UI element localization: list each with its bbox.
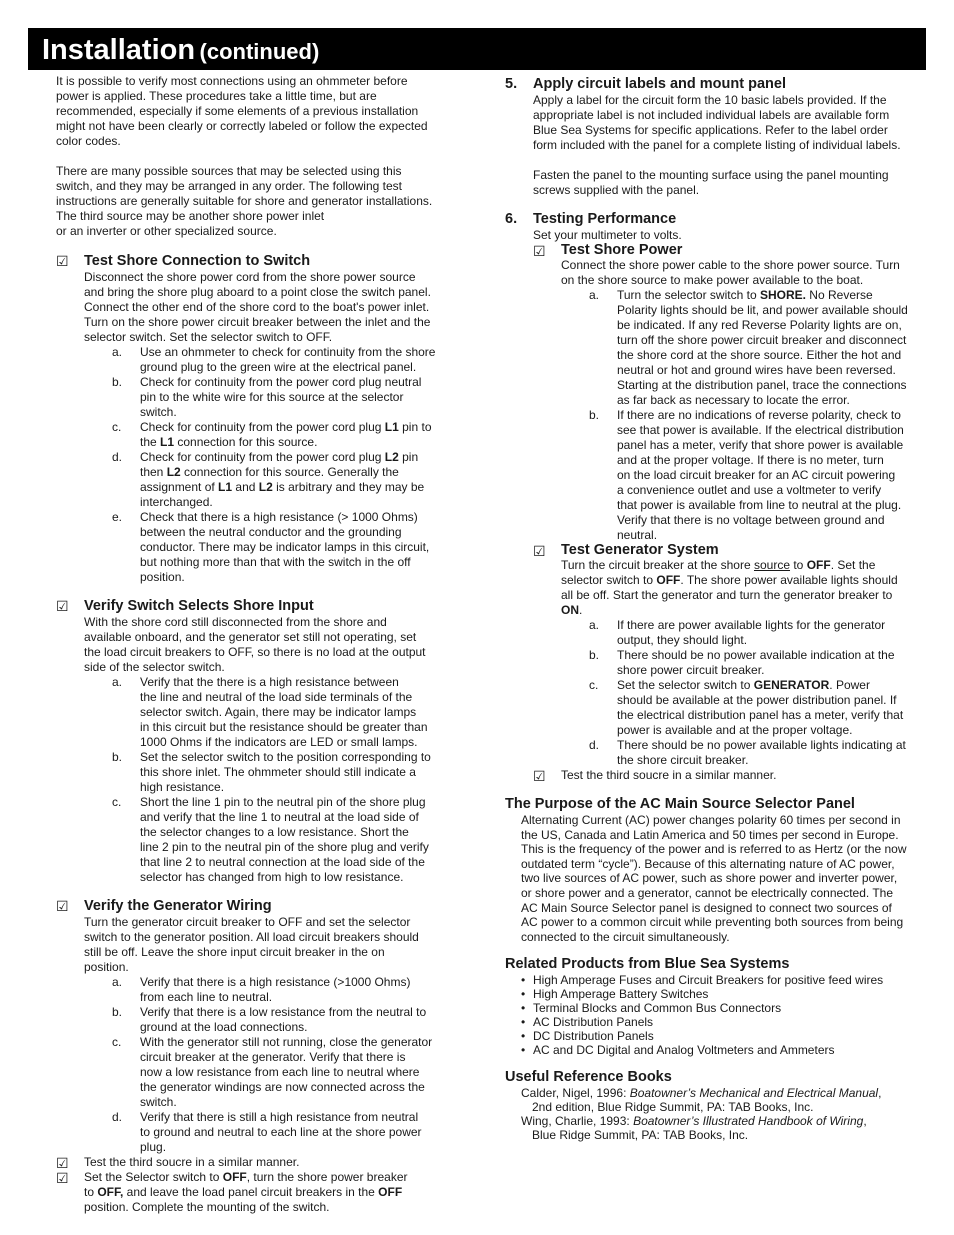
list-item: • High Amperage Battery Switches	[521, 987, 925, 1001]
item-label: c.	[112, 1035, 122, 1049]
item-label: a.	[589, 618, 600, 632]
item-label: a.	[112, 345, 123, 359]
section-intro: Set your multimeter to volts.	[533, 228, 682, 242]
item-label: a.	[589, 288, 600, 302]
list-item	[561, 648, 925, 678]
step-list	[561, 288, 925, 543]
list-item: • AC and DC Digital and Analog Voltmeters and Ammeters	[521, 1043, 925, 1057]
step-list	[561, 618, 925, 768]
item-text: Check for continuity from the power cord plug L2 pin then L2 connection for this source. Generally the assignment of L1 and L2 is arbitrary and they may be interchanged.	[140, 450, 425, 509]
item-label: e.	[112, 510, 123, 524]
item-text: Check that there is a high resistance (> 1000 Ohms) between the neutral conductor and the grounding conductor. There may be indicator lamps in this circuit, but nothing more than that with the switch in the off position.	[140, 510, 430, 584]
section-heading: Testing Performance	[533, 211, 677, 227]
left-column	[56, 74, 451, 1215]
section-heading: Useful Reference Books	[505, 1069, 672, 1086]
list-item: • DC Distribution Panels	[521, 1029, 925, 1043]
step-text: Test the third soucre in a similar manner.	[84, 1155, 300, 1169]
step-list	[84, 975, 451, 1155]
item-text: Check for continuity from the power cord plug neutral pin to the white wire for this source at the selector switch.	[140, 375, 422, 419]
list-item	[84, 975, 451, 1005]
item-label: c.	[112, 420, 122, 434]
section-body: With the shore cord still disconnected from the shore and available onboard, and the generator set still not operating, set the load circuit breakers to OFF, so there is no load at the output side of the selector switch.	[84, 615, 426, 674]
list-item: • AC Distribution Panels	[521, 1015, 925, 1029]
subsection-body: Connect the shore power cable to the shore power source. Turn on the shore source to make power available to the boat.	[561, 258, 900, 287]
list-item	[84, 345, 451, 375]
section-body: Apply a label for the circuit form the 10 basic labels provided. If the appropriate label is not included individual labels are available form Blue Sea Systems for specific applications. Refer to the label order form included with the panel for a complete listing of individual labels.	[533, 93, 901, 152]
page-header	[28, 28, 926, 70]
list-item	[84, 1035, 451, 1110]
section-body-2: Fasten the panel to the mounting surface using the panel mounting screws supplied with the panel.	[533, 168, 889, 197]
section-heading: Related Products from Blue Sea Systems	[505, 956, 790, 973]
step-list	[84, 345, 451, 585]
checkbox-icon: ☑	[56, 898, 69, 914]
step-number: 6.	[505, 211, 518, 227]
item-label: d.	[112, 450, 123, 464]
item-text: Use an ohmmeter to check for continuity from the shore ground plug to the green wire at the electrical panel.	[140, 345, 436, 374]
step-list	[84, 675, 451, 885]
product-list	[505, 973, 925, 1057]
item-text: Verify that there is still a high resistance from neutral to ground and neutral to each line at the shore power plug.	[140, 1110, 422, 1154]
section-body: Turn the generator circuit breaker to OFF and set the selector switch to the generator position. All load circuit breakers should still be off. Leave the shore input circuit breaker in the on position.	[84, 915, 419, 974]
step-6-section	[505, 211, 925, 783]
page-subtitle: (continued)	[199, 39, 320, 64]
section-heading: Test Shore Connection to Switch	[84, 253, 311, 269]
item-text: There should be no power available indication at the shore power circuit breaker.	[617, 648, 895, 677]
item-label: c.	[589, 678, 599, 692]
list-item	[561, 678, 925, 738]
item-label: d.	[112, 1110, 123, 1124]
checkbox-icon: ☑	[533, 768, 546, 784]
item-text: Short the line 1 pin to the neutral pin of the shore plug and verify that the line 1 to neutral at the load side of the selector changes to a low resistance. Short the line 2 pin to the neutral pin of the shore plug and verify that line 2 to neutral connection at the load side of the selector has changed from high to low resistance.	[140, 795, 429, 884]
list-item	[84, 450, 451, 510]
item-text: Verify that the there is a high resistance between the line and neutral of the load side terminals of the selector switch. Again, there may be indicator lamps in this circuit but the resistance should be greater than 1000 Ohms if the indicators are LED or small lamps.	[140, 675, 428, 749]
list-item	[561, 618, 925, 648]
third-source-step	[56, 1155, 451, 1170]
subsection-heading: Test Generator System	[561, 542, 719, 558]
list-item	[84, 510, 451, 585]
item-label: a.	[112, 675, 123, 689]
item-label: b.	[112, 750, 123, 764]
step-5-section	[505, 76, 925, 198]
purpose-section	[505, 796, 925, 944]
test-generator-section	[533, 543, 925, 768]
list-item: • Terminal Blocks and Common Bus Connectors	[521, 1001, 925, 1015]
test-shore-connection-section	[56, 253, 451, 585]
list-item	[561, 408, 925, 543]
item-text: Check for continuity from the power cord plug L1 pin to the L1 connection for this source.	[140, 420, 432, 449]
final-step	[56, 1170, 451, 1215]
section-heading: The Purpose of the AC Main Source Selector Panel	[505, 796, 855, 812]
checkbox-icon: ☑	[56, 598, 69, 614]
verify-switch-section	[56, 598, 451, 885]
item-text: There should be no power available lights indicating at the shore circuit breaker.	[617, 738, 906, 767]
item-label: d.	[589, 738, 600, 752]
checkbox-icon: ☑	[533, 543, 546, 559]
list-item	[84, 375, 451, 420]
item-label: b.	[589, 408, 600, 422]
list-item	[84, 675, 451, 750]
list-item	[84, 420, 451, 450]
list-item	[84, 1005, 451, 1035]
test-shore-power-section	[533, 243, 925, 543]
checkbox-icon: ☑	[56, 1155, 69, 1171]
related-products-section	[505, 956, 925, 1057]
item-label: a.	[112, 975, 123, 989]
section-heading: Apply circuit labels and mount panel	[533, 76, 786, 92]
list-item	[84, 750, 451, 795]
book-entry: Calder, Nigel, 1996: Boatowner’s Mechanical and Electrical Manual, 2nd edition, Blue Ridge Summit, PA: TAB Books, Inc.	[521, 1086, 882, 1115]
list-item	[561, 288, 925, 408]
item-label: b.	[589, 648, 600, 662]
step-text: Set the Selector switch to OFF, turn the shore power breaker to OFF, and leave the load panel circuit breakers in the OFF position. Complete the mounting of the switch.	[84, 1170, 408, 1214]
subsection-body: Turn the circuit breaker at the shore source to OFF. Set the selector switch to OFF. The shore power available lights should all be off. Start the generator and turn the generator breaker to ON.	[561, 558, 898, 617]
page-title: Installation	[42, 34, 196, 66]
list-item	[84, 1110, 451, 1155]
section-body: Disconnect the shore power cord from the shore power source and bring the shore plug aboard to a point close the switch panel. Connect the other end of the shore cord to the boat's power inlet. Turn on the shore power circuit breaker between the inlet and the selector switch. Set the selector switch to OFF.	[84, 270, 431, 344]
item-text: With the generator still not running, close the generator circuit breaker at the generator. Verify that there is now a low resistance from each line to neutral where the generator windings are now connected across the switch.	[140, 1035, 433, 1109]
list-item	[561, 738, 925, 768]
checkbox-icon: ☑	[56, 1170, 69, 1186]
step-number: 5.	[505, 76, 518, 92]
item-text: Verify that there is a high resistance (>1000 Ohms) from each line to neutral.	[140, 975, 411, 1004]
third-source-step	[533, 768, 925, 783]
intro-paragraph-1: It is possible to verify most connections using an ohmmeter before power is applied. These procedures take a little time, but are recommended, especially if some elements of a previous installation might not have been clearly or correctly labeled or follow the expected color codes.	[56, 74, 428, 148]
subsection-heading: Test Shore Power	[561, 242, 683, 258]
item-text: Set the selector switch to GENERATOR. Power should be available at the power distribution panel. If the electrical distribution panel has a meter, verify that power is available and at the proper voltage.	[617, 678, 904, 737]
item-label: b.	[112, 375, 123, 389]
item-text: If there are power available lights for the generator output, they should light.	[617, 618, 886, 647]
item-text: Set the selector switch to the position corresponding to this shore inlet. The ohmmeter should still indicate a high resistance.	[140, 750, 431, 794]
checkbox-icon: ☑	[56, 253, 69, 269]
section-heading: Verify Switch Selects Shore Input	[84, 598, 314, 614]
step-text: Test the third soucre in a similar manner.	[561, 768, 777, 782]
reference-books-section	[505, 1069, 925, 1142]
right-column	[505, 76, 925, 1142]
item-label: c.	[112, 795, 122, 809]
book-entry: Wing, Charlie, 1993: Boatowner’s Illustrated Handbook of Wiring, Blue Ridge Summit, PA: TAB Books, Inc.	[521, 1114, 867, 1143]
item-text: Turn the selector switch to SHORE. No Reverse Polarity lights should be lit, and power available should be indicated. If any red Reverse Polarity lights are on, turn off the shore power circuit breaker and disconnect the shore cord at the shore source. Either the hot and neutral or hot and ground wires have been reversed. Starting at the distribution panel, trace the connections as far back as necessary to locate the error.	[617, 288, 908, 407]
item-text: Verify that there is a low resistance from the neutral to ground at the load connections.	[140, 1005, 427, 1034]
item-label: b.	[112, 1005, 123, 1019]
section-body: Alternating Current (AC) power changes polarity 60 times per second in the US, Canada and Latin America and 50 times per second in Europe. This is the frequency of the power and is referred to as Hertz (or the now outdated term “cycle”). Because of this alternating nature of AC power, two live sources of AC power, such as shore power and inverter power, or shore power and a generator, cannot be electrically connected. The AC Main Source Selector panel is designed to connect two sources of AC power to a common circuit while preventing both sources from being connected to the circuit simultaneously.	[521, 813, 907, 944]
checkbox-icon: ☑	[533, 243, 546, 259]
verify-generator-section	[56, 898, 451, 1155]
list-item: • High Amperage Fuses and Circuit Breakers for positive feed wires	[521, 973, 925, 987]
intro-paragraph-2: There are many possible sources that may be selected using this switch, and they may be arranged in any order. The following test instructions are generally suitable for shore and generator installations. The third source may be another shore power inlet or an inverter or other specialized source.	[56, 164, 433, 238]
item-text: If there are no indications of reverse polarity, check to see that power is available. If the electrical distribution panel has a meter, verify that shore power is available and at the proper voltage. If there is no meter, turn on the load circuit breaker for an AC circuit powering a convenience outlet and use a voltmeter to verify that power is available from line to neutral at the plug. Verify that there is no voltage between ground and neutral.	[617, 408, 904, 542]
section-heading: Verify the Generator Wiring	[84, 898, 272, 914]
list-item	[84, 795, 451, 885]
